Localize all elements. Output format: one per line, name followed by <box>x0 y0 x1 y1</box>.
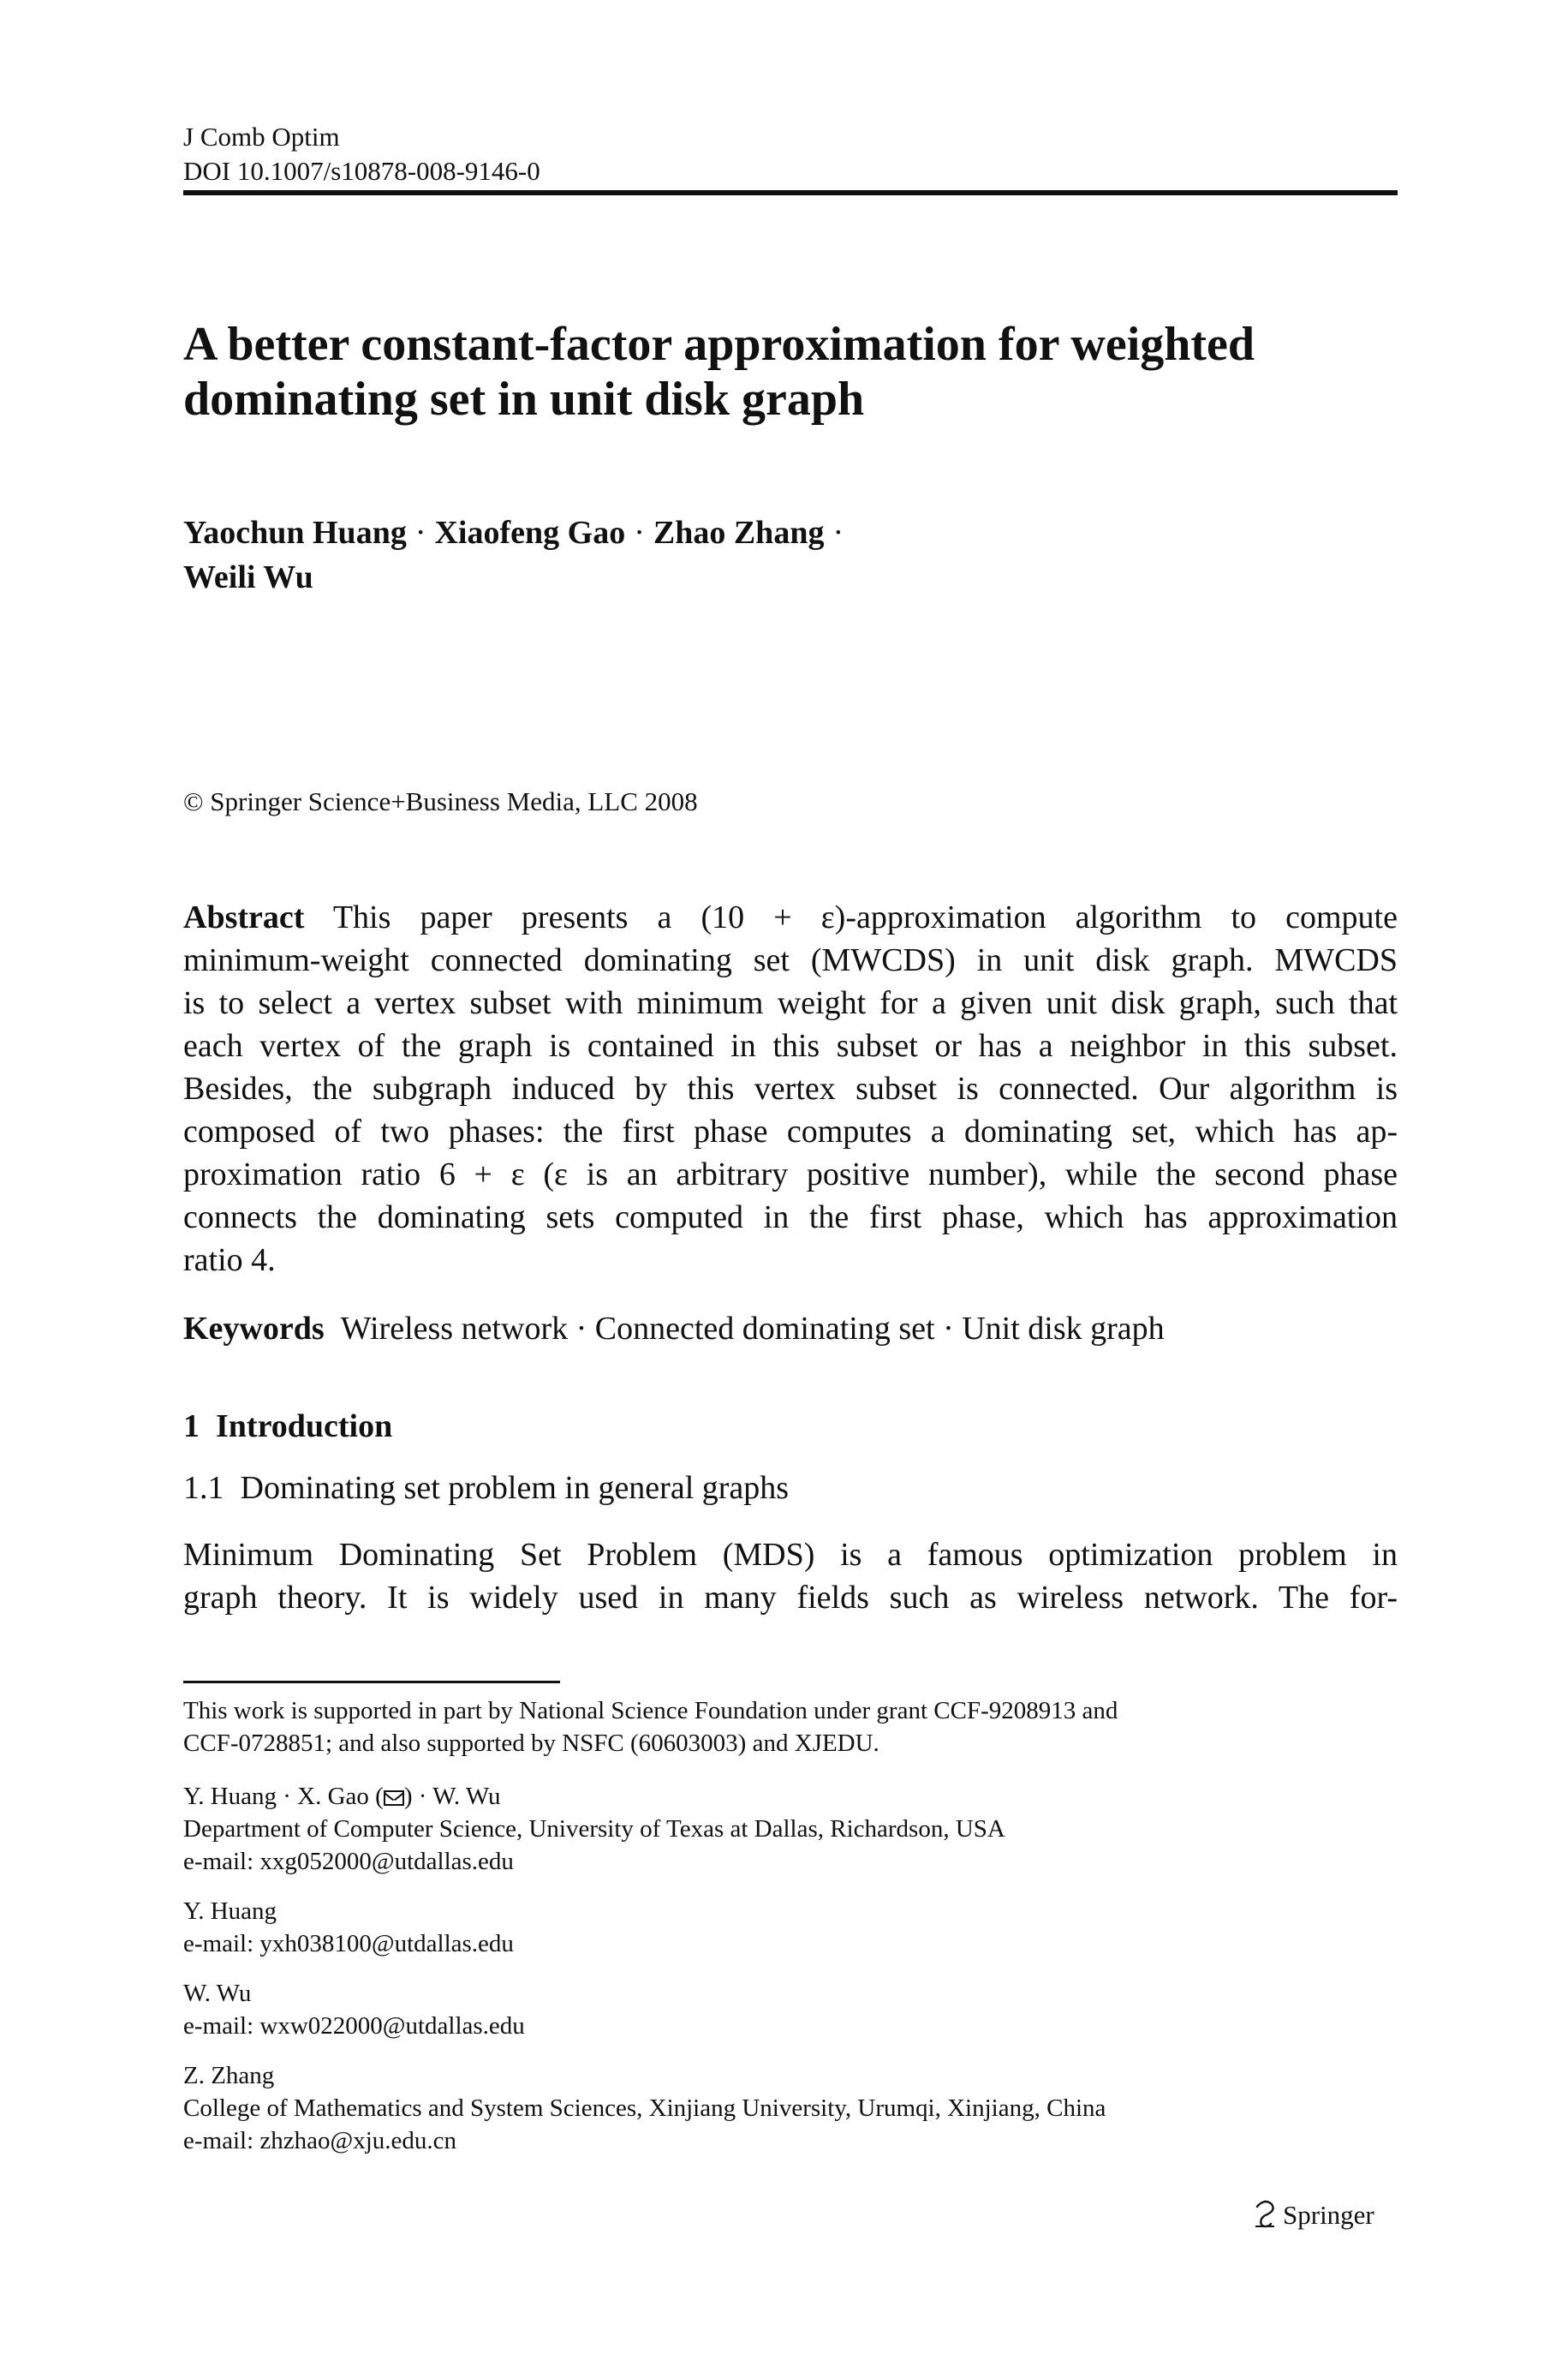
author-list <box>183 511 1398 600</box>
footnote-rule <box>183 1681 560 1683</box>
email-gao: e-mail: xxg052000@utdallas.edu <box>183 1848 514 1875</box>
springer-logo-icon <box>1252 2200 1278 2238</box>
section-heading <box>183 1405 392 1448</box>
affiliation-utd <box>183 1780 1398 1878</box>
subsection-number: 1.1 <box>183 1470 224 1506</box>
abstract-line: composed of two phases: the first phase computes a dominating set, which has ap- <box>183 1114 1398 1150</box>
abstract-line: Besides, the subgraph induced by this vertex subset is connected. Our algorithm is <box>183 1071 1398 1107</box>
corresponding-authors: Y. Huang · X. Gao ( ) · W. Wu <box>183 1783 501 1810</box>
affiliation-zhang: Z. Zhang College of Mathematics and System Sciences, Xinjiang University, Urumqi, Xinjiang, China e-mail: zhzhao@xju.edu.cn <box>183 2059 1398 2157</box>
subsection-heading <box>183 1467 789 1509</box>
paper-title <box>183 317 1398 427</box>
author-zhang: Zhao Zhang <box>653 515 825 551</box>
abstract-label: Abstract <box>183 899 305 935</box>
abstract-line: minimum-weight connected dominating set (MWCDS) in unit disk graph. MWCDS <box>183 942 1398 978</box>
author-separator: · <box>832 515 844 551</box>
publisher-name: Springer <box>1283 2200 1374 2230</box>
title-line-1: A better constant-factor approximation for weighted <box>183 318 1255 371</box>
header-rule <box>183 190 1398 195</box>
author-gao: Xiaofeng Gao <box>434 515 626 551</box>
section-number: 1 <box>183 1408 200 1444</box>
subsection-title: Dominating set problem in general graphs <box>240 1470 790 1506</box>
author-huang: Yaochun Huang <box>183 515 407 551</box>
abstract-line: Abstract This paper presents a (10 + ε)-approximation algorithm to compute <box>183 899 1398 935</box>
abstract-line: each vertex of the graph is contained in this subset or has a neighbor in this subset. <box>183 1028 1398 1064</box>
abstract-line: connects the dominating sets computed in the first phase, which has approximation <box>183 1199 1398 1235</box>
keywords-label: Keywords <box>183 1311 325 1347</box>
keywords <box>183 1307 1398 1350</box>
title-line-2: dominating set in unit disk graph <box>183 373 865 426</box>
funding-note: This work is supported in part by National Science Foundation under grant CCF-9208913 and CCF-0728851; and also supported by NSFC (60603003) and XJEDU. <box>183 1697 1118 1757</box>
footnotes <box>183 1694 1398 2174</box>
publisher-mark <box>1252 2198 1374 2238</box>
email-huang: e-mail: yxh038100@utdallas.edu <box>183 1930 514 1957</box>
author-separator: · <box>414 515 426 551</box>
envelope-icon <box>384 1790 404 1806</box>
email-zhang: e-mail: zhzhao@xju.edu.cn <box>183 2127 456 2154</box>
abstract <box>183 896 1398 1282</box>
author-separator: · <box>634 515 645 551</box>
journal-header <box>183 120 1398 188</box>
intro-paragraph <box>183 1533 1398 1619</box>
abstract-line: proximation ratio 6 + ε (ε is an arbitrary positive number), while the second phase <box>183 1156 1398 1192</box>
affiliation-text: College of Mathematics and System Sciences, Xinjiang University, Urumqi, Xinjiang, China <box>183 2094 1106 2122</box>
intro-line-1: Minimum Dominating Set Problem (MDS) is a famous optimization problem in <box>183 1537 1398 1573</box>
affiliation-huang: Y. Huang e-mail: yxh038100@utdallas.edu <box>183 1895 1398 1960</box>
section-title: Introduction <box>216 1408 393 1444</box>
copyright-notice: © Springer Science+Business Media, LLC 2008 <box>183 786 698 816</box>
email-wu: e-mail: wxw022000@utdallas.edu <box>183 2012 525 2040</box>
affiliation-wu: W. Wu e-mail: wxw022000@utdallas.edu <box>183 1977 1398 2042</box>
abstract-line: is to select a vertex subset with minimum weight for a given unit disk graph, such that <box>183 985 1398 1021</box>
affiliation-text: Department of Computer Science, University of Texas at Dallas, Richardson, USA <box>183 1815 1005 1843</box>
journal-name: J Comb Optim <box>183 122 340 152</box>
keywords-text: Wireless network · Connected dominating set · Unit disk graph <box>340 1311 1165 1347</box>
doi: DOI 10.1007/s10878-008-9146-0 <box>183 156 540 186</box>
intro-line-2: graph theory. It is widely used in many fields such as wireless network. The for- <box>183 1580 1398 1616</box>
author-wu: Weili Wu <box>183 559 313 595</box>
abstract-line: ratio 4. <box>183 1242 276 1278</box>
